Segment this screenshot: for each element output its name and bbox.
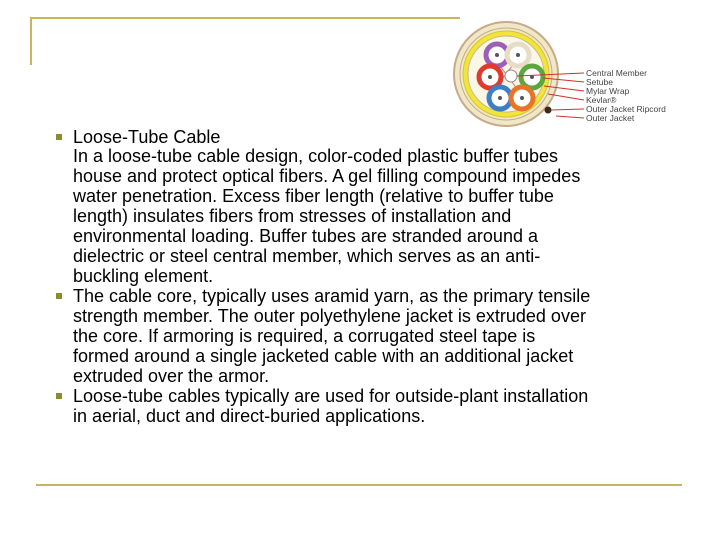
buffer-tube-blue [489,87,511,109]
bullet-item-cable-core [56,287,676,387]
outer-jacket-ripcord [545,107,552,114]
label-outer-jacket: Outer Jacket [586,113,635,123]
buffer-tube-natural [507,44,529,66]
bullet-text: The cable core, typically uses aramid yarn, as the primary tensile strength member. The outer polyethylene jacket is extruded over the core. If armoring is required, a corrugated steel tape is formed around a single jacketed cable with an additional jacket extruded over the armor. [73,286,591,386]
label-kevlar: Kevlar® [586,95,617,105]
buffer-tube-orange [511,87,533,109]
frame-left-rule [30,17,32,65]
bullet-item-applications [56,387,676,427]
bullet-list [56,128,676,427]
central-member [505,70,517,82]
bullet-square-icon [56,293,62,299]
label-central-member: Central Member [586,68,647,78]
bullet-text: In a loose-tube cable design, color-coded plastic buffer tubes house and protect optical fibers. A gel filling compound impedes water penetration. Excess fiber length (relative to buffer tube length) insulates fibers from stresses of installation and environmental loading. Buffer tubes are stranded around a dielectric or steel central member, which serves as an anti- buckling element. [73,146,581,286]
bullet-square-icon [56,134,62,140]
bullet-text: Loose-tube cables typically are used for outside-plant installation in aerial, duct and direct-buried applications. [73,386,589,426]
bullet-item-loose-tube-cable [56,128,676,287]
label-mylar-wrap: Mylar Wrap [586,86,630,96]
frame-top-rule [30,17,460,19]
label-setube: Setube [586,77,613,87]
label-outer-jacket-ripcord: Outer Jacket Ripcord [586,104,666,114]
bullet-square-icon [56,393,62,399]
bullet-heading: Loose-Tube Cable [73,127,221,147]
frame-bottom-rule [36,484,682,486]
cable-cross-section-diagram [448,18,698,140]
